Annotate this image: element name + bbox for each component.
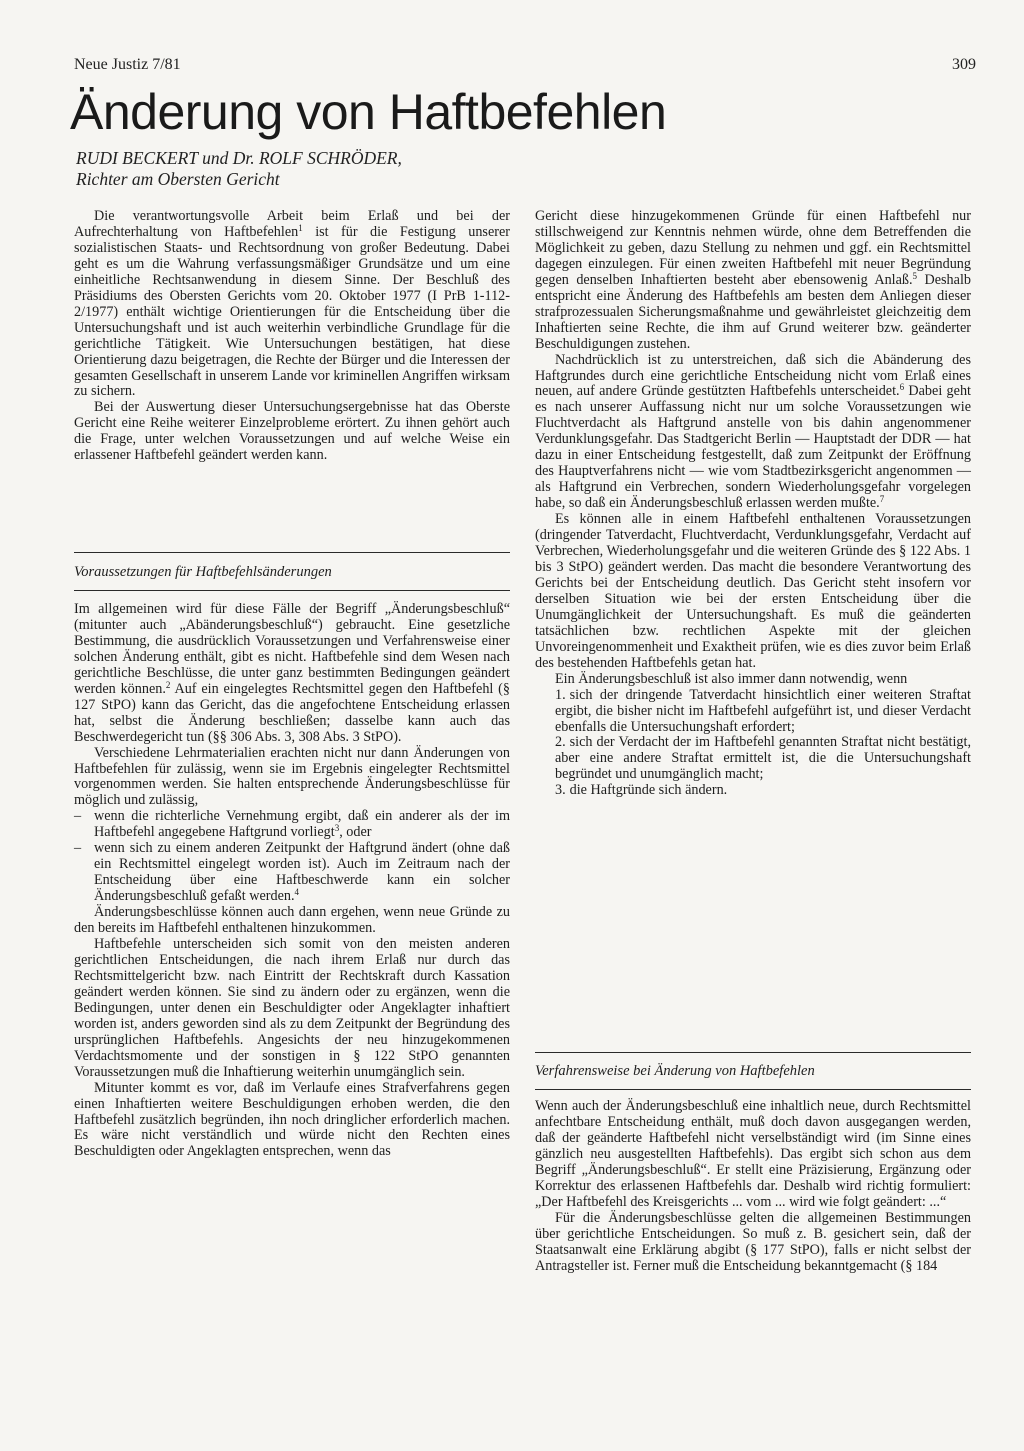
paragraph: Es können alle in einem Haftbefehl enthaltenen Voraussetzungen (dringender Tatverdacht, Fluchtverdacht, Verdunklungsgefahr, Verdacht auf Verbrechen, Wiederholungsgefahr und die weiteren Gründe des § 122 Abs. 1 bis 3 StPO) geändert werden. Das macht die besondere Verantwortung des Gerichts bei der Entscheidung deutlich. Das Gericht steht insofern vor derselben Situation wie bei der ersten Entscheidung über die Unumgänglichkeit der Untersuchungshaft. Es muß die geänderten tatsächlichen bzw. rechtlichen Aspekte mit der gleichen Unvoreingenommenheit und Exaktheit prüfen, wie es dies zuvor beim Erlaß des bestehenden Haftbefehls getan hat. bbox=[535, 511, 971, 671]
paragraph: Für die Änderungsbeschlüsse gelten die allgemeinen Bestimmungen über gerichtliche Entscheidungen. So muß z. B. gesichert sein, daß der Staatsanwalt eine Erklärung abgibt (§ 177 StPO), falls er nicht selbst der Antragsteller ist. Ferner muß die Entscheidung bekanntgemacht (§ 184 bbox=[535, 1209, 971, 1274]
footnote-ref: 4 bbox=[294, 887, 300, 898]
paragraph: Änderungsbeschlüsse können auch dann ergehen, wenn neue Gründe zu den bereits im Haftbefehl enthaltenen hinzukommen. bbox=[74, 904, 510, 937]
section-rule bbox=[74, 552, 510, 553]
list-item: 2. sich der Verdacht der im Haftbefehl genannten Straftat nicht bestätigt, aber eine andere Straftat ermittelt ist, die die Untersuchungshaft begründet und unumgänglich macht; bbox=[555, 734, 971, 783]
numbered-list bbox=[535, 688, 971, 800]
left-column-intro bbox=[74, 209, 510, 464]
author-affiliation: Richter am Obersten Gericht bbox=[76, 169, 280, 189]
paragraph: Haftbefehle unterscheiden sich somit von den meisten anderen gerichtlichen Entscheidungen, die nach ihrem Erlaß nur durch das Rechtsmittelgericht bzw. nach Eintritt der Rechtskraft durch Kassation geändert werden können. Sie sind zu ändern oder zu ergänzen, wenn die Bedingungen, unter denen ein Beschuldigter oder Angeklagter inhaftiert worden ist, anders geworden sind als zu dem Zeitpunkt der Begründung des ursprünglichen Haftbefehls. Angesichts der neu hinzugekommenen Verdachtsmomente und der sonstigen in § 122 StPO genannten Voraussetzungen muß die Inhaftierung weiterhin unumgänglich sein. bbox=[74, 936, 510, 1080]
author-names: RUDI BECKERT und Dr. ROLF SCHRÖDER, bbox=[76, 148, 402, 168]
article-title: Änderung von Haftbefehlen bbox=[70, 84, 667, 140]
footnote-ref: 6 bbox=[899, 382, 905, 393]
right-column-continuation bbox=[535, 209, 971, 799]
footnote-ref: 5 bbox=[912, 270, 918, 281]
list-item: 1. sich der dringende Tatverdacht hinsichtlich einer weiteren Straftat ergibt, die bisher nicht im Haftbefehl aufgeführt ist, und dieser Verdacht ebenfalls die Untersuchungshaft erfordert; bbox=[555, 686, 971, 735]
paragraph: Verschiedene Lehrmaterialien erachten nicht nur dann Änderungen von Haftbefehlen für zulässig, wenn sie im Ergebnis eingelegter Rechtsmittel vorgenommen werden. Sie halten entsprechende Änderungsbeschlüsse für möglich und zulässig, bbox=[74, 744, 510, 809]
page-number: 309 bbox=[952, 56, 976, 73]
paragraph: Bei der Auswertung dieser Untersuchungsergebnisse hat das Oberste Gericht eine Reihe weiterer Einzelprobleme erörtert. Zu ihnen gehört auch die Frage, unter welchen Voraussetzungen und auf welche Weise ein erlassener Haftbefehl geändert werden kann. bbox=[74, 399, 510, 464]
dash-bullet: – bbox=[74, 808, 82, 825]
footnote-ref: 3 bbox=[334, 823, 340, 834]
condition-list bbox=[74, 809, 510, 905]
paragraph: Die verantwortungsvolle Arbeit beim Erlaß und bei der Aufrechterhaltung von Haftbefehlen$^1$ ist für die Festigung unserer sozialistischen Staats- und Rechtsordnung von großer Bedeutung. Dabei geht es um die Wahrung verfassungsmäßiger Grundsätze und um eine einheitliche Rechtsanwendung in diesem Sinne. Der Beschluß des Präsidiums des Obersten Gerichts vom 20. Oktober 1977 (I PrB 1-112-2/1977) enthält wichtige Orientierungen für die Entscheidung über die Untersuchungshaft und ist auch weiterhin verbindliche Grundlage für die gerichtliche Tätigkeit. Wie Untersuchungen bestätigen, hat diese Orientierung dazu beigetragen, die Rechte der Bürger und die Interessen der gesamten Gesellschaft in unserem Lande vor kriminellen Angriffen wirksam zu sichern. bbox=[74, 208, 510, 400]
paragraph: Mitunter kommt es vor, daß im Verlaufe eines Strafverfahrens gegen einen Inhaftierten weitere Beschuldigungen erhoben werden, die den Haftbefehl zusätzlich begründen, ihn noch dringlicher erforderlich machen. Es wäre nicht verständlich und würde nicht den Rechten eines Beschuldigten oder Angeklagten entsprechen, wenn das bbox=[74, 1079, 510, 1160]
right-column-section bbox=[535, 1099, 971, 1274]
footnote-ref: 7 bbox=[879, 494, 885, 505]
section-rule bbox=[535, 1089, 971, 1090]
author-block bbox=[76, 148, 576, 190]
section-rule bbox=[74, 590, 510, 591]
paragraph: Im allgemeinen wird für diese Fälle der Begriff „Änderungsbeschluß“ (mitunter auch „Abänderungsbeschluß“) gebraucht. Eine gesetzliche Bestimmung, die ausdrücklich Voraussetzungen und Verfahrensweise einer solchen Änderung enthält, gibt es nicht. Haftbefehle sind dem Wesen nach gerichtliche Beschlüsse, die unter ganz bestimmten Bedingungen geändert werden können.$^2$ Auf ein eingelegtes Rechtsmittel gegen den Haftbefehl (§ 127 StPO) kann das Gericht, das die angefochtene Entscheidung erlassen hat, selbst die Änderung beschließen; dasselbe kann auch das Beschwerdegericht tun (§§ 306 Abs. 3, 308 Abs. 3 StPO). bbox=[74, 601, 510, 745]
dash-bullet: – bbox=[74, 840, 82, 857]
left-column-section bbox=[74, 602, 510, 1160]
paragraph: Nachdrücklich ist zu unterstreichen, daß sich die Abänderung des Haftgrundes durch eine gerichtliche Entscheidung nicht vom Erlaß eines neuen, auf andere Gründe gestützten Haftbefehls unterscheidet.$^6$ Dabei geht es nach unserer Auffassung nicht nur um solche Voraussetzungen wie Fluchtverdacht als Haftgrund anstelle von bis dahin angenommener Verdunklungsgefahr. Das Stadtgericht Berlin — Hauptstadt der DDR — hat dazu in einer Entscheidung festgestellt, daß zum Zeitpunkt der Eröffnung des Hauptverfahrens nicht — wie vom Stadtbezirksgericht angenommen — als Haftgrund ein Verbrechen, sondern Wiederholungsgefahr vorgelegen habe, so daß ein Änderungsbeschluß erlassen werden mußte.$^7$ bbox=[535, 351, 971, 512]
list-item: 3. die Haftgründe sich ändern. bbox=[555, 782, 728, 799]
section-rule bbox=[535, 1052, 971, 1053]
list-item: – wenn die richterliche Vernehmung ergibt, daß ein anderer als der im Haftbefehl angegebene Haftgrund vorliegt$^3$, oder bbox=[74, 808, 510, 841]
paragraph: Ein Änderungsbeschluß ist also immer dann notwendig, wenn bbox=[555, 670, 908, 687]
section-heading: Voraussetzungen für Haftbefehlsänderungen bbox=[74, 564, 332, 580]
footnote-ref: 2 bbox=[165, 679, 171, 690]
running-header bbox=[74, 56, 976, 78]
footnote-ref: 1 bbox=[298, 222, 303, 233]
paragraph: Wenn auch der Änderungsbeschluß eine inhaltlich neue, durch Rechtsmittel anfechtbare Entscheidung enthält, muß doch davon ausgegangen werden, daß der geänderte Haftbefehl nicht verselbständigt wird (im Sinne eines gänzlich neu ausgestellten Haftbefehls). Das ergibt sich schon aus dem Begriff „Änderungsbeschluß“. Er stellt eine Präzisierung, Ergänzung oder Korrektur des erlassenen Haftbefehls dar. Deshalb wird richtig formuliert: „Der Haftbefehl des Kreisgerichts ... vom ... wird wie folgt geändert: ...“ bbox=[535, 1098, 971, 1210]
journal-issue: Neue Justiz 7/81 bbox=[74, 56, 181, 73]
paragraph: Gericht diese hinzugekommenen Gründe für einen Haftbefehl nur stillschweigend zur Kenntnis nehmen würde, ohne dem Betreffenden die Möglichkeit zu geben, dazu Stellung zu nehmen und ggf. ein Rechtsmittel dagegen einzulegen. Für einen zweiten Haftbefehl mit neuer Begründung gegen denselben Inhaftierten besteht aber ebensowenig Anlaß.$^5$ Deshalb entspricht eine Änderung des Haftbefehls am besten dem Anliegen dieser strafprozessualen Sicherungsmaßnahme und gewährleistet gleichzeitig dem Inhaftierten seine Rechte, die ihm auf Grund weiterer bzw. geänderter Beschuldigungen zustehen. bbox=[535, 208, 971, 352]
list-item: – wenn sich zu einem anderen Zeitpunkt der Haftgrund ändert (ohne daß ein Rechtsmittel eingelegt worden ist). Auch im Zeitraum nach der Entscheidung über eine Haftbeschwerde kann ein solcher Änderungsbeschluß gefaßt werden.$^4$ bbox=[74, 840, 510, 905]
section-heading: Verfahrensweise bei Änderung von Haftbefehlen bbox=[535, 1063, 815, 1079]
